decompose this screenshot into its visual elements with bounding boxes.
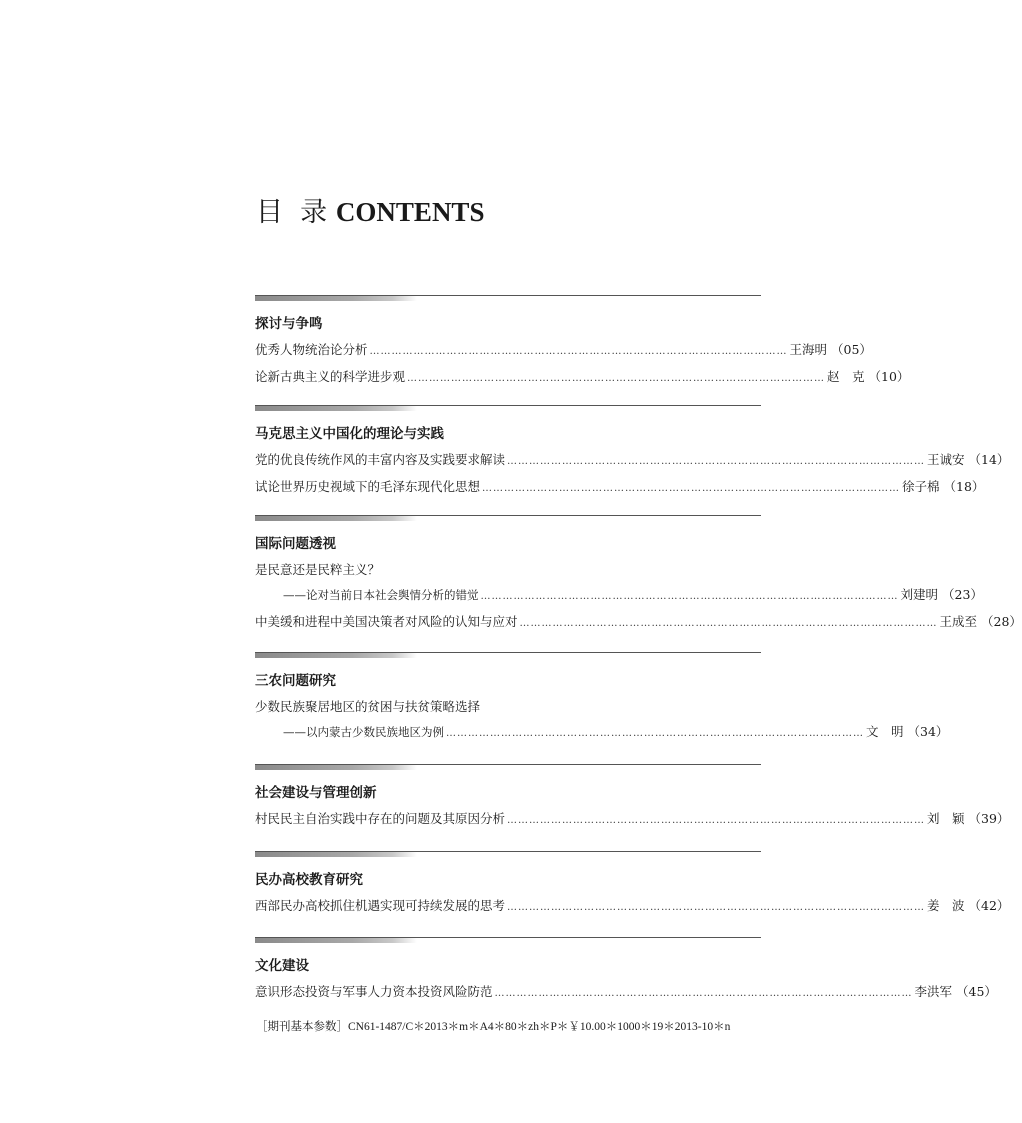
leader-dots: …………………………………………………………………………………………………… [482,483,901,494]
section-divider [255,937,761,943]
entry-page: （34） [907,724,949,739]
toc-entry[interactable] [255,984,997,1002]
leader-dots: …………………………………………………………………………………………………… [507,456,926,467]
entry-page: （23） [942,587,983,602]
toc-entry[interactable] [255,452,1010,470]
toc-entry[interactable] [255,724,949,742]
toc-entry[interactable] [255,587,983,605]
section-heading: 探讨与争鸣 [255,316,323,332]
leader-dots: …………………………………………………………………………………………………… [407,373,826,384]
toc-entry[interactable] [255,614,1022,632]
toc-entry[interactable] [255,342,872,360]
entry-author: 徐子棉 [902,479,940,494]
section-2 [255,405,1010,497]
section-heading: 社会建设与管理创新 [255,785,377,801]
section-heading: 文化建设 [255,958,309,974]
toc-entry[interactable] [255,898,1010,916]
entry-main-title[interactable]: 是民意还是民粹主义？ [255,562,381,577]
entry-page: （05） [831,342,872,357]
entry-author: 姜 波 [927,898,965,913]
section-7 [255,937,997,1002]
section-heading: 三农问题研究 [255,673,336,689]
contents-title-en: CONTENTS [335,197,485,227]
section-1 [255,295,910,387]
entry-author: 赵 克 [827,369,865,384]
entry-title: 试论世界历史视域下的毛泽东现代化思想 [255,479,481,494]
contents-title [256,190,484,229]
section-5 [255,764,1010,829]
entry-page: （10） [868,369,910,384]
entry-title: 村民民主自治实践中存在的问题及其原因分析 [255,811,506,826]
section-4 [255,652,949,742]
entry-title: 优秀人物统治论分析 [255,342,368,357]
leader-dots: …………………………………………………………………………………………………… [369,346,788,357]
entry-subtitle: ——以内蒙古少数民族地区为例 [283,725,444,739]
leader-dots: …………………………………………………………………………………………………… [480,591,899,602]
section-divider [255,652,761,658]
entry-title: 意识形态投资与军事人力资本投资风险防范 [255,984,493,999]
section-heading: 国际问题透视 [255,536,336,552]
entry-author: 刘建明 [900,587,939,602]
entry-page: （14） [968,452,1010,467]
leader-dots: …………………………………………………………………………………………………… [494,988,913,999]
section-divider [255,405,761,411]
entry-page: （28） [981,614,1022,629]
entry-author: 刘 颖 [927,811,965,826]
toc-entry[interactable] [255,479,985,497]
section-heading: 民办高校教育研究 [255,872,363,888]
entry-page: （42） [968,898,1010,913]
entry-subtitle: ——论对当前日本社会舆情分析的错觉 [283,588,479,602]
entry-page: （18） [943,479,985,494]
section-divider [255,764,761,770]
contents-title-cn: 目 录 [256,197,328,228]
entry-page: （39） [968,811,1010,826]
entry-author: 文 明 [866,724,904,739]
section-6 [255,851,1010,916]
entry-page: （45） [956,984,997,999]
section-3 [255,515,1022,632]
section-divider [255,295,761,301]
leader-dots: …………………………………………………………………………………………………… [446,728,864,739]
journal-parameters: ［期刊基本参数］CN61-1487/C＊2013＊m＊A4＊80＊zh＊P＊￥10.00＊1000＊19＊2013-10＊n [256,1021,731,1033]
entry-author: 王海明 [789,342,828,357]
section-divider [255,851,761,857]
entry-author: 王诚安 [927,452,965,467]
section-divider [255,515,761,521]
leader-dots: …………………………………………………………………………………………………… [507,815,926,826]
leader-dots: …………………………………………………………………………………………………… [519,618,938,629]
entry-title: 论新古典主义的科学进步观 [255,369,406,384]
toc-entry[interactable] [255,811,1010,829]
entry-author: 李洪军 [914,984,953,999]
entry-title: 西部民办高校抓住机遇实现可持续发展的思考 [255,898,506,913]
entry-title: 中美缓和进程中美国决策者对风险的认知与应对 [255,614,518,629]
section-heading: 马克思主义中国化的理论与实践 [255,426,444,442]
leader-dots: …………………………………………………………………………………………………… [507,902,926,913]
entry-title: 党的优良传统作风的丰富内容及实践要求解读 [255,452,506,467]
toc-entry[interactable] [255,369,910,387]
entry-author: 王成至 [939,614,978,629]
entry-main-title[interactable]: 少数民族聚居地区的贫困与扶贫策略选择 [255,699,481,714]
